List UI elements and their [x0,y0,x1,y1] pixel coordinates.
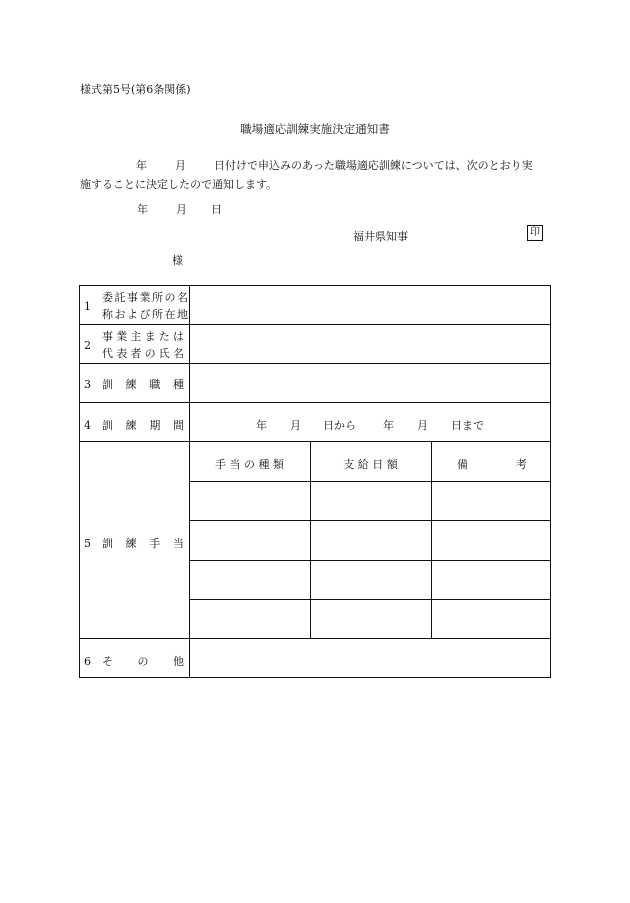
row3-char: 訓 [102,378,113,391]
allowance-row-divider [189,520,551,521]
row6-label [84,653,184,669]
form-number: 様式第5号(第6条関係) [80,83,191,96]
row3-char: 練 [125,378,137,391]
row2-number: 2 [84,338,91,352]
date-line [137,201,222,217]
period-start-month: 月 [290,419,301,432]
row6-char: そ [102,655,113,668]
row6-char: 他 [173,655,184,668]
allowance-row-divider [189,560,551,561]
row4-number: 4 [84,419,91,432]
row6-char: の [137,655,149,668]
row3-label [84,376,184,392]
row6-number: 6 [84,655,91,668]
row5-number: 5 [84,537,91,550]
addressee-honorific: 様 [172,254,183,267]
row4-char: 間 [172,419,184,432]
row5-label [84,535,184,551]
allowance-type-header: 手 当 の 種 類 [215,458,284,471]
period-end-year: 年 [383,419,394,432]
para-day-text: 日付けで申込みのあった職場適応訓練については、次のとおり実 [214,159,533,172]
row4-char: 訓 [102,419,113,432]
row5-char: 当 [172,537,184,550]
row4-label [84,417,184,433]
row3-char: 職 [149,378,161,391]
row-divider [79,363,551,364]
issuer-name: 福井県知事 [353,230,408,243]
row1-line2: 称および所在地 [102,308,190,321]
notice-paragraph [80,156,552,194]
row4-char: 期 [149,419,161,432]
para-year: 年 [136,159,147,172]
seal-mark: 印 [527,225,543,241]
row1-number: 1 [84,299,91,313]
allowance-row-divider [189,599,551,600]
remarks-header-char1: 備 [457,458,468,471]
period-end-day: 日まで [451,419,484,432]
document-title: 職場適応訓練実施決定通知書 [240,122,390,136]
para-line2: 施することに決定したので通知します。 [80,178,278,191]
allowance-column-divider [431,441,432,638]
row1-line1: 委託事業所の名 [102,291,190,304]
row5-char: 手 [149,537,161,550]
date-month: 月 [176,203,187,216]
row3-char: 種 [172,378,184,391]
row2-line1: 事業主または [102,330,188,343]
row-divider [79,324,551,325]
row1-label [84,289,190,323]
row-divider [79,402,551,403]
period-start-year: 年 [256,419,267,432]
period-start-day: 日から [323,419,356,432]
period-end-month: 月 [417,419,428,432]
row2-line2: 代表者の氏名 [102,347,188,360]
date-year: 年 [137,203,148,216]
row5-char: 練 [125,537,137,550]
remarks-header-char2: 考 [516,458,527,471]
para-month: 月 [175,159,186,172]
row5-char: 訓 [102,537,113,550]
row-divider [79,638,551,639]
date-day: 日 [211,203,222,216]
allowance-row-divider [189,481,551,482]
row-divider [79,441,551,442]
row2-label [84,328,187,362]
daily-amount-header: 支 給 日 額 [343,458,398,471]
row3-number: 3 [84,378,91,391]
row4-char: 練 [125,419,137,432]
